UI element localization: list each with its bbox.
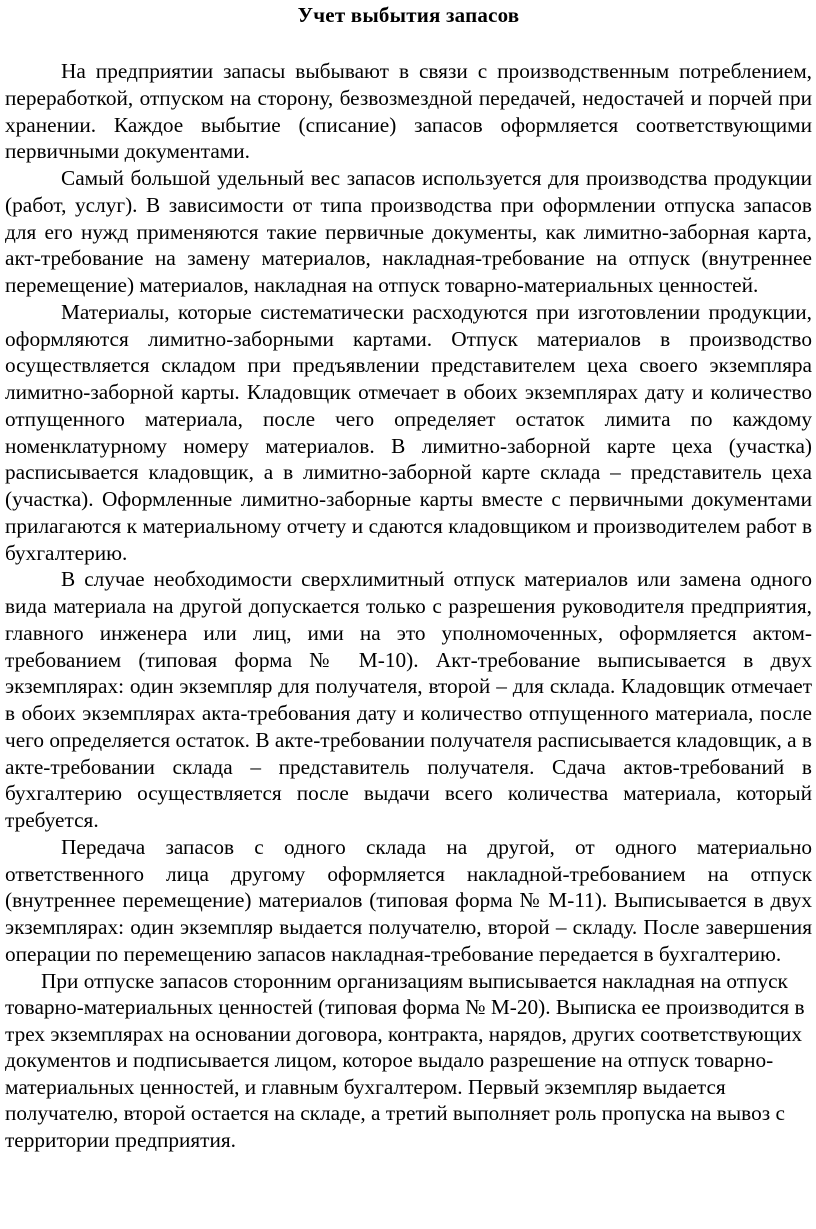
paragraph-external-release: При отпуске запасов сторонним организациям выписывается накладная на отпуск товарно-материальных ценностей (типовая форма № М-20). Выписка ее производится в трех экземплярах на основании договора, контракта, нарядов, других соответствующих документов и подписывается лицом, которое выдало разрешение на отпуск товарно-материальных ценностей, и главным бухгалтером. Первый экземпляр выдается получателю, второй остается на складе, а третий выполняет роль пропуска на вывоз с территории предприятия. — [5, 968, 805, 1153]
document-body — [5, 58, 812, 1154]
paragraph-disposal-reasons: На предприятии запасы выбывают в связи с производственным потреблением, переработкой, отпуском на сторону, безвозмездной передачей, недостачей и порчей при хранении. Каждое выбытие (списание) запасов оформляется соответствующими первичными документами. — [5, 59, 812, 164]
paragraph-internal-transfer: Передача запасов с одного склада на другой, от одного материально ответственного лица другому оформляется накладной-требованием на отпуск (внутреннее перемещение) материалов (типовая форма № М-11). Выписывается в двух экземплярах: один экземпляр выдается получателю, второй – складу. После завершения операции по перемещению запасов накладная-требование передается в бухгалтерию. — [5, 834, 812, 966]
document-title: Учет выбытия запасов — [297, 3, 520, 27]
paragraph-act-requirement: В случае необходимости сверхлимитный отпуск материалов или замена одного вида материала на другой допускается только с разрешения руководителя предприятия, главного инженера или лиц, ими на это уполномоченных, оформляется актом-требованием (типовая форма № М-10). Акт-требование выписывается в двух экземплярах: один экземпляр для получателя, второй – для склада. Кладовщик отмечает в обоих экземплярах акта-требования дату и количество отпущенного материала, после чего определяется остаток. В акте-требовании получателя расписывается кладовщик, а в акте-требовании склада – представитель получателя. Сдача актов-требований в бухгалтерию осуществляется после выдачи всего количества материала, который требуется. — [5, 567, 812, 832]
paragraph-production-documents: Самый большой удельный вес запасов используется для производства продукции (работ, услуг). В зависимости от типа производства при оформлении отпуска запасов для его нужд применяются такие первичные документы, как лимитно-заборная карта, акт-требование на замену материалов, накладная-требование на отпуск (внутреннее перемещение) материалов, накладная на отпуск товарно-материальных ценностей. — [5, 166, 812, 297]
paragraph-limit-cards: Материалы, которые систематически расходуются при изготовлении продукции, оформляются лимитно-заборными картами. Отпуск материалов в производство осуществляется складом при предъявлении представителем цеха своего экземпляра лимитно-заборной карты. Кладовщик отмечает в обоих экземплярах дату и количество отпущенного материала, после чего определяет остаток лимита по каждому номенклатурному номеру материалов. В лимитно-заборной карте цеха (участка) расписывается кладовщик, а в лимитно-заборной карте склада – представитель цеха (участка). Оформленные лимитно-заборные карты вместе с первичными документами прилагаются к материальному отчету и сдаются кладовщиком и производителем работ в бухгалтерию. — [5, 299, 812, 565]
